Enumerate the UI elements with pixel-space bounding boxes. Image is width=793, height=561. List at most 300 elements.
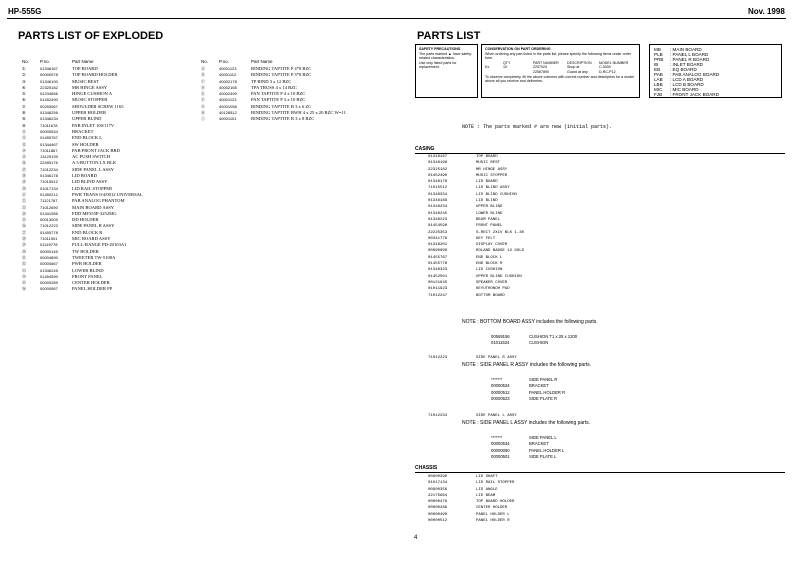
abbreviation-key: MIC: [654, 87, 663, 92]
part-name: SIDE PANEL L: [529, 435, 557, 440]
ordering-line2: To observe completely, fill the above columns with correct number and description for a model above all you receive and deliveries.: [485, 74, 634, 84]
part-number: 01017134: [428, 481, 448, 486]
part-name: BRACKET: [72, 128, 94, 134]
part-name: KEYUTHONOH PAD: [476, 287, 510, 292]
item-number: ㉒: [22, 198, 26, 204]
part-number: 01346334: [428, 192, 448, 197]
part-number: 00000567: [40, 286, 58, 292]
part-number: 71012223: [428, 356, 448, 360]
ordering-ex-val: Shop at: [567, 65, 580, 70]
part-name: UPPER BLIND: [72, 116, 102, 122]
part-number: 01346178: [40, 173, 58, 179]
item-number: ㉜: [22, 261, 26, 267]
part-number: 00341778: [428, 236, 448, 241]
part-number: 71012234: [428, 414, 448, 418]
item-number: ⑳: [22, 185, 26, 191]
part-name: END BLOCK R: [72, 229, 103, 235]
item-number: Ⓑ: [201, 72, 205, 78]
part-name: BEAM PANEL: [476, 217, 501, 222]
part-name: LID BOARD: [72, 173, 97, 179]
ordering-ex-val: C-3000: [599, 65, 611, 70]
part-name: PAN TAPTITE P 3 x 10 BZC: [251, 97, 306, 103]
part-name: PAB ANALOG PHANTOM: [72, 198, 125, 204]
part-name: UPPER HOLDER: [72, 110, 107, 116]
part-name: LID BOARD: [476, 180, 498, 185]
subpart-row: [491, 454, 564, 460]
part-number: 01346223: [428, 217, 448, 222]
list-item: [428, 413, 517, 419]
chassis-parts-list: [428, 474, 514, 524]
chassis-rule: [415, 472, 785, 473]
part-number: 01234656: [40, 91, 58, 97]
part-name: LID BLIND: [476, 199, 498, 204]
part-number: 71011901: [40, 236, 58, 242]
item-number: ⑯: [22, 160, 26, 166]
part-number: 40002165: [219, 84, 237, 90]
part-name: LID RAIL STOPPER: [476, 481, 515, 486]
part-number: 00000534: [491, 383, 510, 389]
bottom-board-subparts: [491, 334, 577, 347]
part-number: 71012690: [40, 204, 58, 210]
part-name: SIDE PANEL L ASSY: [72, 166, 114, 172]
part-number: 00000534: [40, 128, 58, 134]
part-name: FULL-RANGE PD-20103A1: [72, 242, 127, 248]
side-panel-r-row: [428, 355, 517, 361]
part-number: 00569156: [491, 334, 510, 339]
part-number: 00000289: [428, 506, 448, 511]
casing-label: CASING: [415, 146, 435, 152]
part-name: CUSHION T1 x 25 x 1200: [529, 334, 578, 339]
part-name: TOP BOARD HOLDER: [476, 500, 515, 505]
table2-header: [201, 59, 361, 64]
abbreviation-value: : MIC BOARD: [670, 87, 699, 92]
safety-heading: SAFETY PRECAUTIONS: [419, 47, 461, 51]
part-name: BRACKET: [529, 383, 549, 389]
part-name: BINDING TAPTITE BWH 4 x 25 x 20 BZC W=11: [251, 110, 346, 116]
part-name: BINDING TAPTITE P 4*8 BZC: [251, 66, 312, 71]
part-name: END BLOCK L: [476, 255, 503, 260]
part-name: LID BLIND ASSY: [476, 186, 510, 191]
ordering-box: [481, 44, 640, 98]
part-name: KEY FELT: [476, 236, 496, 241]
abbreviation-key: PAB: [654, 72, 663, 77]
ordering-col: DESCRIPTION: [567, 60, 592, 65]
part-name: MUSIC REST: [72, 78, 99, 84]
abbreviation-value: : PAB ANALOG BOARD: [670, 72, 720, 77]
abbreviation-key: PRB: [654, 57, 664, 62]
part-number: 00000490: [428, 512, 448, 517]
part-name: END BLOCK R: [476, 262, 503, 267]
note-bottom-board: NOTE : BOTTOM BOARD ASSY includes the following parts.: [462, 319, 598, 325]
part-name: BINDING TAPTITE P 3*8 BZC: [251, 72, 312, 78]
part-name: TW HOLDER: [72, 248, 99, 254]
abbreviation-value: : FRONT JACK BOARD: [670, 92, 719, 97]
part-name: SIDE PANEL R ASSY: [476, 356, 517, 360]
item-number: ⑦: [22, 103, 26, 109]
part-number: 01346234: [40, 116, 58, 122]
exploded-parts-table-1: [22, 66, 197, 293]
abbreviation-value: : EQ BOARD: [670, 67, 697, 72]
abbreviations-box: [649, 44, 782, 98]
abbreviation-value: : PANEL L BOARD: [670, 52, 709, 57]
part-name: S-RECT 2X1V BLK 1-30: [476, 230, 525, 235]
part-number: 01454590: [40, 273, 58, 279]
part-name: PANEL HOLDER L: [476, 512, 510, 517]
part-name: PWB HOLDER: [72, 261, 102, 267]
part-number: 71015512: [40, 179, 58, 185]
exploded-parts-table-2: [201, 66, 381, 123]
header-rule: [7, 18, 786, 19]
item-number: ④: [22, 84, 26, 90]
item-number: ㉕: [22, 217, 26, 223]
side-panel-l-row: [428, 413, 517, 419]
part-name: PANEL HOLDER L: [529, 447, 565, 453]
part-number: 40001101: [219, 116, 237, 122]
part-number: 01346190: [40, 78, 58, 84]
item-number: ⑤: [22, 91, 26, 97]
ordering-heading: CONSERVATION ON PART ORDERING: [485, 47, 551, 51]
note-side-panel-l: NOTE : SIDE PANEL L ASSY includes the following parts.: [462, 420, 591, 426]
part-number: 71012234: [40, 166, 58, 172]
part-number: *******: [491, 435, 503, 440]
item-number: ⑩: [22, 122, 26, 128]
part-name: PWR TRANS 0/4/0012 UNIVERSAL: [72, 191, 143, 197]
abbreviation-key: MB: [654, 47, 661, 52]
item-number: ⑨: [22, 116, 26, 122]
ordering-example-2: [485, 70, 636, 75]
part-name: LID BLIND CUSHION: [476, 192, 517, 197]
date-label: Nov. 1998: [748, 7, 785, 16]
part-name: CENTER HOLDER: [476, 506, 508, 511]
part-number: 13129139: [40, 154, 58, 160]
col-name: Part Name: [251, 59, 273, 64]
part-number: 00000078: [40, 72, 58, 78]
abbreviation-key: IB: [654, 62, 659, 67]
part-number: 40002178: [219, 78, 237, 84]
ordering-col: MODEL NUMBER: [599, 60, 629, 65]
part-name: TWEETER TW-5108A: [72, 254, 116, 260]
ordering-line1: When ordering any part listed in the parts list, please specify the following items under order form.: [485, 51, 632, 61]
part-name: DD HOLDER: [72, 217, 99, 223]
part-number: 00000145: [40, 248, 58, 254]
part-number: 01344467: [40, 141, 58, 147]
item-number: ㉟: [22, 280, 26, 286]
part-name: ROLAND BADGE 12 GOLD: [476, 249, 525, 254]
part-name: LID SHAFT: [476, 475, 498, 479]
part-number: 40001112: [219, 72, 237, 78]
part-name: PANEL HOLDER R: [529, 389, 566, 395]
item-number: Ⓐ: [201, 66, 205, 71]
item-number: ㊱: [22, 286, 26, 292]
item-number: ㉓: [22, 204, 26, 210]
abbreviation-value: : MAIN BOARD: [670, 47, 702, 52]
item-number: ⑰: [22, 166, 26, 172]
part-number: 71012223: [40, 223, 58, 229]
abbreviation-key: LBB: [654, 82, 663, 87]
part-number: 40128512: [219, 110, 237, 116]
part-number: 40002490: [219, 91, 237, 97]
part-number: *******: [491, 377, 503, 382]
part-name: MAIN BOARD ASSY: [72, 204, 115, 210]
subpart-row: [491, 396, 565, 402]
abbreviation-key: EB: [654, 67, 661, 72]
item-number: ⑮: [22, 154, 26, 160]
item-number: Ⓕ: [201, 97, 205, 103]
col-name: Part Name: [72, 59, 94, 64]
part-name: CENTER HOLDER: [72, 280, 110, 286]
ordering-col: PART NUMBER: [533, 60, 559, 65]
part-name: TP BIND 3 x 12 BZC: [251, 78, 292, 84]
table1-header: [22, 59, 182, 64]
part-name: BRACKET: [529, 441, 549, 447]
item-number: ㉚: [22, 248, 26, 254]
abbreviation-key: PLB: [654, 52, 663, 57]
part-number: 01149778: [40, 242, 58, 248]
ordering-ex-val: Guard at any: [567, 69, 588, 74]
ordering-col: QTY: [503, 60, 511, 65]
ordering-ex-val: 2257024: [533, 65, 547, 70]
part-number: 00000512: [428, 519, 448, 524]
model-label: HP-555G: [8, 7, 42, 16]
part-name: UPPER BLIND: [476, 205, 503, 210]
note-new-parts: NOTE : The parts marked # are new (initial parts).: [462, 124, 613, 130]
abbreviation-row: [654, 92, 777, 97]
part-name: LID ANGLE: [476, 487, 498, 492]
item-number: ⑥: [22, 97, 26, 103]
part-name: PANEL HOLDER FP: [72, 286, 113, 292]
part-number: 40001123: [219, 97, 237, 103]
part-number: 00000090: [491, 447, 510, 453]
part-name: SIDE PANEL R: [529, 377, 558, 382]
part-number: 00000289: [40, 280, 58, 286]
part-number: 22325182: [428, 167, 448, 172]
page-number: 4: [414, 535, 418, 541]
part-name: SHOULDER SCREW 1165: [72, 103, 124, 109]
item-number: ㉗: [22, 229, 26, 235]
part-number: 00090090: [428, 249, 448, 254]
item-number: ②: [22, 72, 26, 78]
part-name: SPEAKER COVER: [476, 280, 508, 285]
ordering-ex-val: D-RC-P12: [599, 69, 616, 74]
part-name: LID RAIL STOPPER: [72, 185, 113, 191]
col-no: No.: [22, 59, 30, 64]
part-name: TPA TRUSS 4 x 14 BZC: [251, 84, 298, 90]
col-pno: P.no.: [40, 59, 50, 64]
part-number: 00000523: [491, 395, 510, 401]
part-name: FRONT PANEL: [72, 273, 103, 279]
item-number: ㉙: [22, 242, 26, 248]
item-number: Ⓖ: [201, 103, 205, 109]
part-name: LOWER BLIND: [72, 267, 104, 273]
part-name: SIDE PANEL L ASSY: [476, 414, 517, 418]
part-name: SIDE PLATE R: [529, 395, 558, 401]
part-number: 01346189: [428, 199, 448, 204]
part-name: MR HINGE ASSY: [72, 84, 108, 90]
chassis-label: CHASSIS: [415, 465, 438, 471]
part-name: PAB INLET 100/117V: [72, 122, 115, 128]
part-number: 00900390: [428, 475, 448, 479]
part-number: 71012247: [428, 293, 448, 298]
casing-parts-list: [428, 154, 524, 299]
part-number: 00253067: [40, 103, 58, 109]
abbreviation-value: : INLET BOARD: [670, 62, 704, 67]
part-number: 00900356: [428, 487, 448, 492]
item-number: ㉝: [22, 267, 26, 273]
item-number: Ⓔ: [201, 91, 205, 97]
item-number: ③: [22, 78, 26, 84]
part-number: 01017134: [40, 185, 58, 191]
part-number: 71011678: [40, 122, 58, 128]
note-side-panel-r: NOTE : SIDE PANEL R ASSY includes the following parts.: [462, 362, 592, 368]
part-number: 00000667: [40, 261, 58, 267]
part-name: MUSIC STOPPER: [476, 173, 508, 178]
item-number: ⑪: [22, 128, 26, 134]
part-name: DISPLAY COVER: [476, 243, 508, 248]
part-number: 01346167: [428, 155, 448, 159]
table-row: [201, 116, 381, 122]
item-number: Ⓘ: [201, 116, 205, 122]
table-row: [22, 286, 197, 292]
part-number: 01450212: [40, 191, 58, 197]
part-number: 22495176: [40, 160, 58, 166]
part-number: 01011923: [428, 287, 448, 292]
part-number: 22225353: [428, 230, 448, 235]
part-number: 00000512: [491, 389, 510, 395]
part-number: 40001123: [219, 66, 237, 71]
item-number: ㉑: [22, 191, 26, 197]
part-number: 00013009: [40, 217, 58, 223]
part-name: SIDE PLATE L: [529, 453, 557, 459]
part-name: UPPER BLIND CUSHION: [476, 274, 522, 279]
part-number: 01346178: [428, 180, 448, 185]
part-name: SW HOLDER: [72, 141, 99, 147]
part-name: BOTTOM BOARD: [476, 293, 505, 298]
part-number: 01346167: [40, 66, 58, 71]
item-number: ⑬: [22, 141, 26, 147]
part-number: 01346256: [40, 110, 58, 116]
side-panel-l-subparts: [491, 435, 564, 460]
part-number: 01455778: [428, 262, 448, 267]
part-number: 01011534: [491, 340, 510, 346]
ordering-ex-val: 22567890: [533, 69, 549, 74]
part-name: FDD MF355F-3252MG: [72, 210, 117, 216]
part-number: 01455778: [40, 229, 58, 235]
part-name: A 5-BUTTON LX BLK: [72, 160, 117, 166]
part-name: MR HINGE ASSY: [476, 167, 508, 172]
part-name: FRONT PANEL: [476, 224, 503, 229]
part-name: HINGE CUSHION A: [72, 91, 113, 97]
item-number: ⑱: [22, 173, 26, 179]
part-number: 01455767: [40, 135, 58, 141]
safety-line: Use only listed parts for: [419, 60, 457, 65]
list-item: [428, 518, 514, 524]
part-name: TOP BOARD: [72, 66, 98, 71]
ordering-ex-val: 10: [503, 65, 507, 70]
part-number: 71011867: [40, 147, 58, 153]
item-number: Ⓒ: [201, 78, 205, 84]
item-number: ①: [22, 66, 26, 71]
part-number: 22325182: [40, 84, 58, 90]
safety-precautions-box: [415, 44, 478, 98]
abbreviation-key: LAB: [654, 77, 663, 82]
part-number: 71121767: [40, 198, 58, 204]
abbreviation-key: FJB: [654, 92, 663, 97]
part-name: BINDING TAPTITE B 3 x 6 ZC: [251, 103, 312, 109]
part-name: AC PUSH SWITCH: [72, 154, 111, 160]
item-number: ㉖: [22, 223, 26, 229]
part-number: 01346245: [40, 267, 58, 273]
item-number: ⑧: [22, 110, 26, 116]
item-number: Ⓗ: [201, 110, 205, 116]
exploded-parts-title: PARTS LIST OF EXPLODED: [18, 30, 164, 42]
part-number: 01346190: [428, 161, 448, 166]
part-name: BINDING TAPTITE B 3 x 8 BZC: [251, 116, 315, 122]
part-name: LID BLIND ASSY: [72, 179, 108, 185]
part-number: 01452490: [40, 97, 58, 103]
part-name: MIC BOARD ASSY: [72, 236, 111, 242]
safety-line: The parts marked ▲ have safety-: [419, 51, 473, 56]
part-number: 00121945: [428, 280, 448, 285]
abbreviation-value: : PANEL R BOARD: [670, 57, 710, 62]
part-name: PANEL HOLDER R: [476, 519, 510, 524]
part-number: 00004890: [40, 254, 58, 260]
part-number: 01346245: [428, 211, 448, 216]
abbreviation-value: : LCD B BOARD: [670, 82, 704, 87]
item-number: ㉞: [22, 273, 26, 279]
part-number: 01346234: [428, 205, 448, 210]
ordering-ex-label: Ex.: [485, 65, 491, 70]
part-number: 22175664: [428, 493, 448, 498]
item-number: ⑫: [22, 135, 26, 141]
part-number: 00000501: [491, 453, 510, 459]
col-pno: P.no.: [219, 59, 229, 64]
ordering-ex-val: [503, 70, 533, 75]
item-number: ㉔: [22, 210, 26, 216]
col-no: No.: [201, 59, 209, 64]
part-name: MUSIC STOPPER: [72, 97, 108, 103]
item-number: ⑭: [22, 147, 26, 153]
item-number: Ⓓ: [201, 84, 205, 90]
part-name: CUSHION: [529, 340, 549, 346]
list-item: [428, 293, 524, 299]
part-name: SIDE PANEL R ASSY: [72, 223, 115, 229]
part-number: 01346323: [428, 268, 448, 273]
parts-list-title: PARTS LIST: [417, 30, 481, 42]
part-name: TOP BOARD: [476, 155, 498, 159]
part-number: 01455767: [428, 255, 448, 260]
part-name: TOP BOARD HOLDER: [72, 72, 118, 78]
item-number: ⑲: [22, 179, 26, 185]
part-name: PAB FRONT JACK BRD: [72, 147, 120, 153]
part-name: MUSIC REST: [476, 161, 501, 166]
side-panel-r-subparts: [491, 377, 565, 402]
part-name: LID BEAM: [476, 493, 496, 498]
subpart-row: [491, 340, 577, 346]
part-number: 71015512: [428, 186, 448, 191]
part-number: 00000534: [491, 441, 510, 447]
part-number: 40001056: [219, 103, 237, 109]
part-number: 01452490: [428, 173, 448, 178]
part-name: LOWER BLIND: [476, 211, 503, 216]
list-item: [428, 355, 517, 361]
part-number: 01341956: [40, 210, 58, 216]
item-number: ㉘: [22, 236, 26, 242]
part-name: END BLOCK L: [72, 135, 103, 141]
part-number: 00000478: [428, 500, 448, 505]
part-number: 01452501: [428, 274, 448, 279]
safety-line: related characteristics.: [419, 56, 455, 61]
item-number: ㉛: [22, 254, 26, 260]
